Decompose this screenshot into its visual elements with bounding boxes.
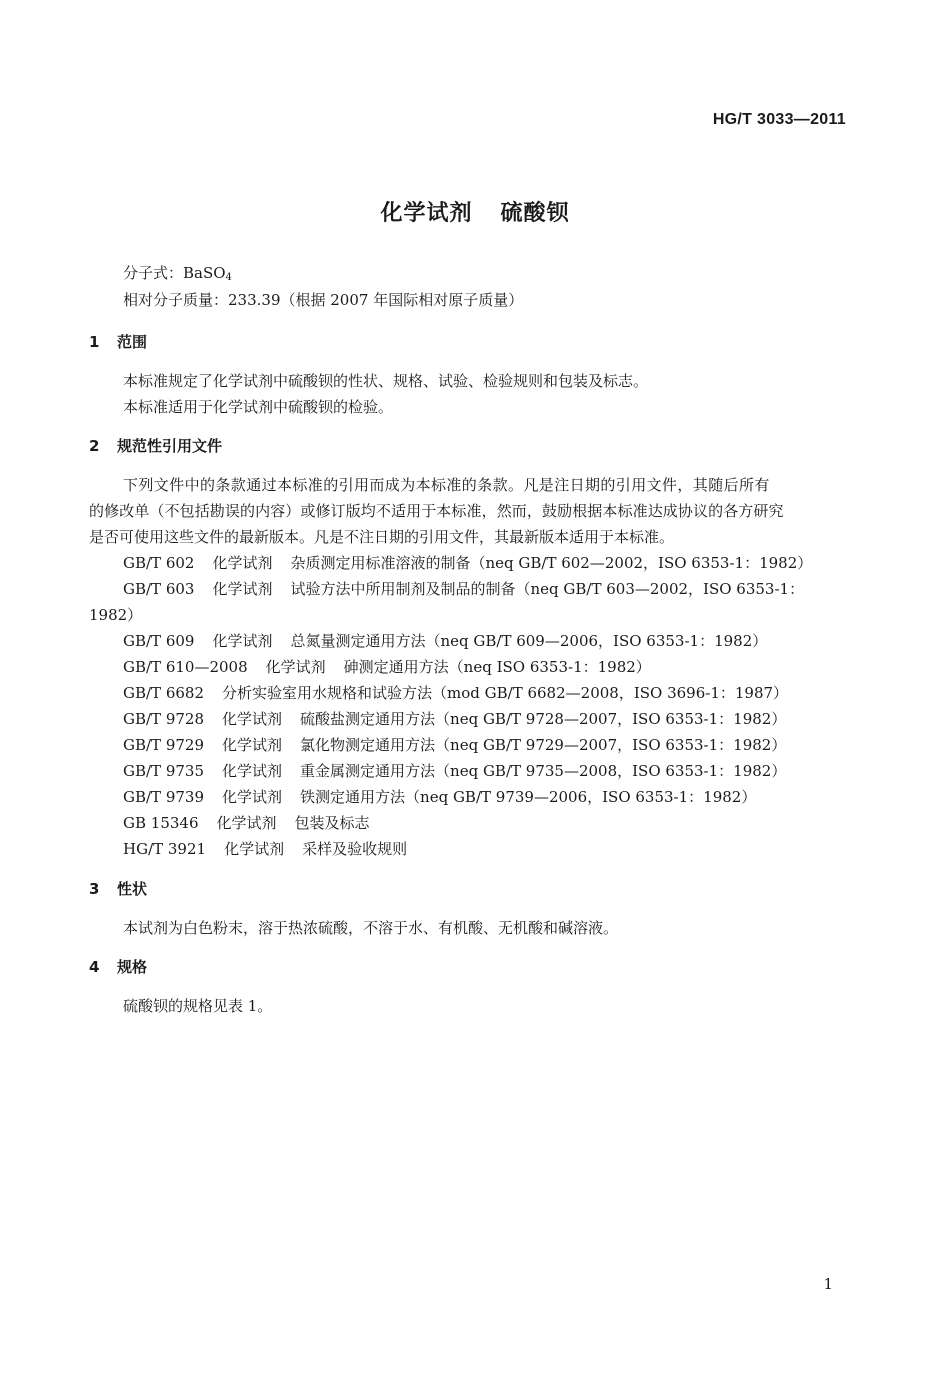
reference-title: 氯化物测定通用方法（neq GB/T 9729—2007，ISO 6353-1：1982） (300, 736, 787, 754)
reference-title: 试验方法中所用制剂及制品的制备（neq GB/T 603—2002，ISO 6353-1： (290, 580, 805, 598)
section-3-paragraph-1: 本试剂为白色粉末，溶于热浓硫酸，不溶于水、有机酸、无机酸和碱溶液。 (123, 919, 619, 937)
reference-item (123, 579, 804, 599)
reference-item (123, 813, 370, 833)
document-title (0, 196, 950, 227)
section-title: 范围 (117, 333, 148, 351)
reference-item (123, 709, 786, 729)
reference-title: 包装及标志 (294, 814, 370, 832)
formula-label: 分子式：BaSO (123, 264, 226, 282)
page-number: 1 (823, 1275, 833, 1293)
reference-category: 化学试剂 (222, 788, 283, 806)
reference-code: GB/T 603 (123, 580, 195, 598)
reference-code: GB/T 9729 (123, 736, 205, 754)
reference-category: 化学试剂 (222, 736, 283, 754)
reference-title: 硫酸盐测定通用方法（neq GB/T 9728—2007，ISO 6353-1：1982） (300, 710, 787, 728)
title-part2: 硫酸钡 (500, 201, 570, 226)
section-4-heading (89, 957, 147, 977)
section-4-paragraph-1: 硫酸钡的规格见表 1。 (123, 997, 273, 1015)
reference-code: GB/T 9735 (123, 762, 205, 780)
reference-item (123, 735, 786, 755)
reference-title: 分析实验室用水规格和试验方法（mod GB/T 6682—2008，ISO 3696-1：1987） (222, 684, 789, 702)
reference-code: GB/T 610—2008 (123, 658, 248, 676)
section-2-heading (89, 436, 222, 456)
reference-item (123, 683, 788, 703)
section-1-paragraph-1: 本标准规定了化学试剂中硫酸钡的性状、规格、试验、检验规则和包装及标志。 (123, 372, 649, 390)
section-number: 4 (89, 958, 100, 976)
section-number: 3 (89, 880, 100, 898)
reference-category: 化学试剂 (222, 762, 283, 780)
section-1-paragraph-2: 本标准适用于化学试剂中硫酸钡的检验。 (123, 398, 394, 416)
reference-code: GB/T 602 (123, 554, 195, 572)
section-3-heading (89, 879, 147, 899)
section-2-intro-line-3: 是否可使用这些文件的最新版本。凡是不注日期的引用文件，其最新版本适用于本标准。 (89, 528, 675, 546)
reference-category: 化学试剂 (265, 658, 326, 676)
molecular-mass: 相对分子质量：233.39（根据 2007 年国际相对原子质量） (123, 291, 524, 309)
reference-item (123, 787, 756, 807)
reference-category: 化学试剂 (212, 580, 273, 598)
reference-item (123, 553, 812, 573)
reference-title: 采样及验收规则 (302, 840, 408, 858)
section-1-heading (89, 332, 147, 352)
standard-number: HG/T 3033—2011 (712, 111, 846, 128)
molecular-formula (123, 263, 232, 288)
reference-item (123, 761, 786, 781)
reference-title: 杂质测定用标准溶液的制备（neq GB/T 602—2002，ISO 6353-1：1982） (290, 554, 813, 572)
reference-item (123, 839, 407, 859)
reference-category: 化学试剂 (224, 840, 285, 858)
reference-title: 铁测定通用方法（neq GB/T 9739—2006，ISO 6353-1：1982） (300, 788, 757, 806)
section-title: 规范性引用文件 (117, 437, 223, 455)
reference-category: 化学试剂 (212, 632, 273, 650)
reference-item (123, 631, 767, 651)
reference-code: GB 15346 (123, 814, 199, 832)
section-2-intro-line-1: 下列文件中的条款通过本标准的引用而成为本标准的条款。凡是注日期的引用文件，其随后所有 (123, 476, 770, 494)
section-number: 2 (89, 437, 100, 455)
reference-item (123, 657, 651, 677)
reference-category: 化学试剂 (222, 710, 283, 728)
section-number: 1 (89, 333, 100, 351)
title-part1: 化学试剂 (380, 201, 473, 226)
reference-code: GB/T 9739 (123, 788, 205, 806)
section-title: 性状 (117, 880, 148, 898)
reference-title: 重金属测定通用方法（neq GB/T 9735—2008，ISO 6353-1：1982） (300, 762, 787, 780)
reference-code: GB/T 6682 (123, 684, 205, 702)
reference-code: GB/T 609 (123, 632, 195, 650)
reference-continuation: 1982） (89, 606, 143, 624)
reference-title: 砷测定通用方法（neq ISO 6353-1：1982） (343, 658, 651, 676)
reference-category: 化学试剂 (216, 814, 277, 832)
reference-category: 化学试剂 (212, 554, 273, 572)
reference-code: HG/T 3921 (123, 840, 207, 858)
section-title: 规格 (117, 958, 148, 976)
formula-subscript: 4 (225, 272, 232, 283)
reference-code: GB/T 9728 (123, 710, 205, 728)
reference-title: 总氮量测定通用方法（neq GB/T 609—2006，ISO 6353-1：1982） (290, 632, 768, 650)
section-2-intro-line-2: 的修改单（不包括勘误的内容）或修订版均不适用于本标准，然而，鼓励根据本标准达成协议的各方研究 (89, 502, 784, 520)
